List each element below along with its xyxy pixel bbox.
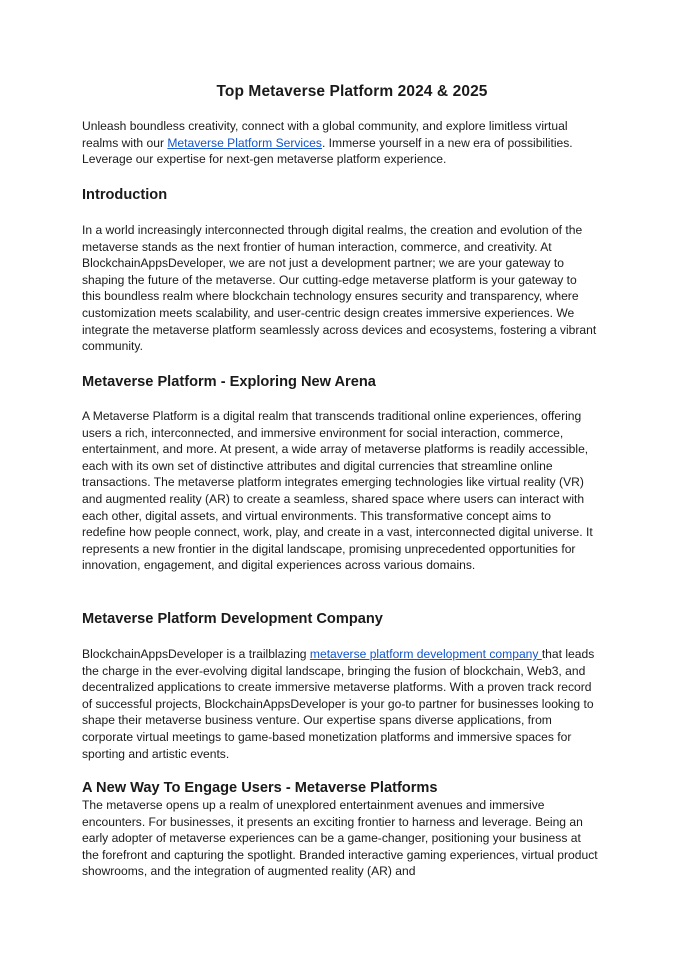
company-heading: Metaverse Platform Development Company [82,611,383,627]
company-text-before: BlockchainAppsDeveloper is a trailblazing [82,647,310,661]
introduction-heading: Introduction [82,187,168,203]
company-text-after: that leads the charge in the ever-evolving digital landscape, bringing the fusion of blockchain, Web3, and decentralized applications to create immersive metaverse platforms. With a proven track record of successful projects, BlockchainAppsDeveloper is your go-to partner for businesses looking to shape their metaverse business venture. Our expertise spans diverse applications, from corporate virtual meetings to game-based monetization platforms and immersive spaces for sporting and artistic events. [82,647,595,761]
metaverse-platform-development-company-link[interactable]: metaverse platform development company [309,647,542,661]
metaverse-platform-services-link[interactable]: Metaverse Platform Services [167,135,322,150]
company-paragraph [82,646,598,762]
exploring-heading: Metaverse Platform - Exploring New Arena [82,374,376,390]
introduction-paragraph: In a world increasingly interconnected through digital realms, the creation and evolution of the metaverse stands as the next frontier of human interaction, commerce, and creativity. At BlockchainAppsDeveloper, we are not just a development partner; we are your gateway to shaping the future of the metaverse. Our cutting-edge metaverse platform is your gateway to this boundless realm where blockchain technology ensures security and transparency, where customization meets scalability, and user-centric design creates immersive experiences. We integrate the metaverse platform seamlessly across devices and ecosystems, fostering a vibrant community. [82,223,597,354]
new-way-paragraph: The metaverse opens up a realm of unexplored entertainment avenues and immersive encounters. For businesses, it presents an exciting frontier to harness and leverage. Being an early adopter of metaverse experiences can be a game-changer, positioning your business at the forefront and capturing the spotlight. Branded interactive gaming experiences, virtual product showrooms, and the integration of augmented reality (AR) and [82,798,598,879]
exploring-paragraph: A Metaverse Platform is a digital realm that transcends traditional online experiences, offering users a rich, interconnected, and immersive environment for social interaction, commerce, entertainment, and more. At present, a wide array of metaverse platforms is readily accessible, each with its own set of distinctive attributes and digital currencies that streamline online transactions. The metaverse platform integrates emerging technologies like virtual reality (VR) and augmented reality (AR) to create a seamless, shared space where users can interact with each other, digital assets, and virtual environments. This transformative concept aims to redefine how people connect, work, play, and create in a vast, interconnected digital universe. It represents a new frontier in the digital landscape, promising unprecedented opportunities for innovation, engagement, and digital experiences across various domains. [82,409,593,573]
intro-text-before: Unleash boundless creativity, connect with a global community, and explore limitless virtual realms with our [82,119,568,150]
intro-paragraph [82,118,598,168]
page-title: Top Metaverse Platform 2024 & 2025 [216,83,488,100]
new-way-heading: A New Way To Engage Users - Metaverse Platforms [82,780,438,796]
intro-text-after: . Immerse yourself in a new era of possibilities. Leverage our expertise for next-gen metaverse platform experience. [82,135,573,167]
